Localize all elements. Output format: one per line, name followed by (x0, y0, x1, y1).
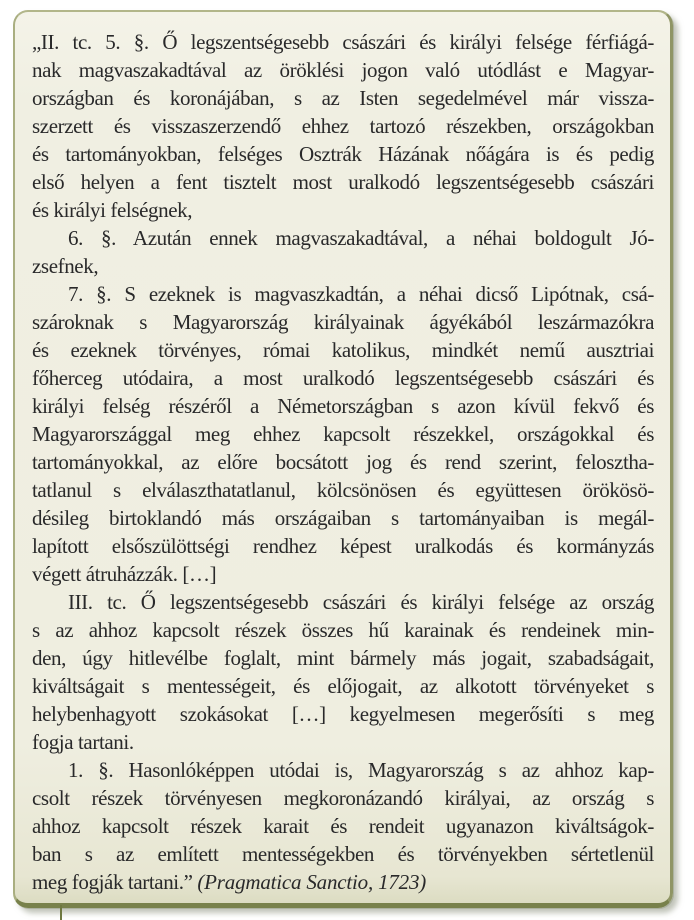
text-line: végett átruházzák. […] (32, 562, 217, 586)
text-line: fogja tartani. (32, 730, 134, 754)
text-line: csolt részek törvényesen megkoronázandó királyai, az ország s (32, 786, 654, 810)
text-line: lapított elsőszülöttségi rendhez képest uralkodás és kormányzás (32, 534, 654, 558)
text-line: főherceg utódaira, a most uralkodó legszentségesebb császári és (32, 366, 654, 390)
cropped-border-line (60, 905, 62, 920)
text-line: 6. §. Azután ennek magvaszakadtával, a néhai boldogult Jó- (68, 226, 654, 250)
text-line: Magyarországgal meg ehhez kapcsolt részekkel, országokkal és (32, 422, 654, 446)
text-line: első helyen a fent tisztelt most uralkodó legszentségesebb császári (32, 170, 654, 194)
text-line: 7. §. S ezeknek is magvaszkadtán, a néhai dicső Lipótnak, csá- (68, 282, 654, 306)
text-line: kiváltságait s mentességeit, és előjogait, az alkotott törvényeket s (32, 674, 654, 698)
text-line: ban s az említett mentességekben és törvényekben sértetlenül (32, 842, 654, 866)
citation: (Pragmatica Sanctio, 1723) (197, 870, 427, 894)
text-line: „II. tc. 5. §. Ő legszentségesebb császári és királyi felsége férfiágá- (32, 30, 654, 54)
text-line: III. tc. Ő legszentségesebb császári és királyi felsége az ország (68, 590, 654, 614)
text-line: tatlanul s elválaszthatatlanul, kölcsönösen és együttesen örökösö- (32, 478, 654, 502)
text-line: meg fogják tartani.” (Pragmatica Sanctio, 1723) (32, 870, 427, 894)
text-line: szerzett és visszaszerzendő ehhez tartozó részekben, országokban (32, 114, 654, 138)
text-line: 1. §. Hasonlóképpen utódai is, Magyarország s az ahhoz kap- (68, 758, 654, 782)
text-line: szároknak s Magyarország királyainak ágyékából leszármazókra (32, 310, 654, 334)
text-line: s az ahhoz kapcsolt részek összes hű karainak és rendeinek min- (32, 618, 654, 642)
text-line: és királyi felségnek, (32, 198, 193, 222)
text-line: és tartományokban, felséges Osztrák Házának nőágára is és pedig (32, 142, 654, 166)
text-line: helybenhagyott szokásokat […] kegyelmesen megerősíti s meg (32, 702, 654, 726)
text-line: országban és koronájában, s az Isten segedelmével már vissza- (32, 86, 654, 110)
text-line: nak magvaszakadtával az öröklési jogon való utódlást e Magyar- (32, 58, 654, 82)
text-line: den, úgy hitlevélbe foglalt, mint bármely más jogait, szabadságait, (32, 646, 654, 670)
text-line: tartományokkal, az előre bocsátott jog és rend szerint, felosztha- (32, 450, 654, 474)
document-text (32, 28, 654, 896)
document-panel (13, 10, 673, 908)
text-line: zsefnek, (32, 254, 99, 278)
text-line: ahhoz kapcsolt részek karait és rendeit ugyanazon kiváltságok- (32, 814, 654, 838)
text-line: és ezeknek törvényes, római katolikus, mindkét nemű ausztriai (32, 338, 654, 362)
text-line: désileg birtoklandó más országaiban s tartományaiban is megál- (32, 506, 654, 530)
text-line: királyi felség részéről a Németországban s azon kívül fekvő és (32, 394, 654, 418)
